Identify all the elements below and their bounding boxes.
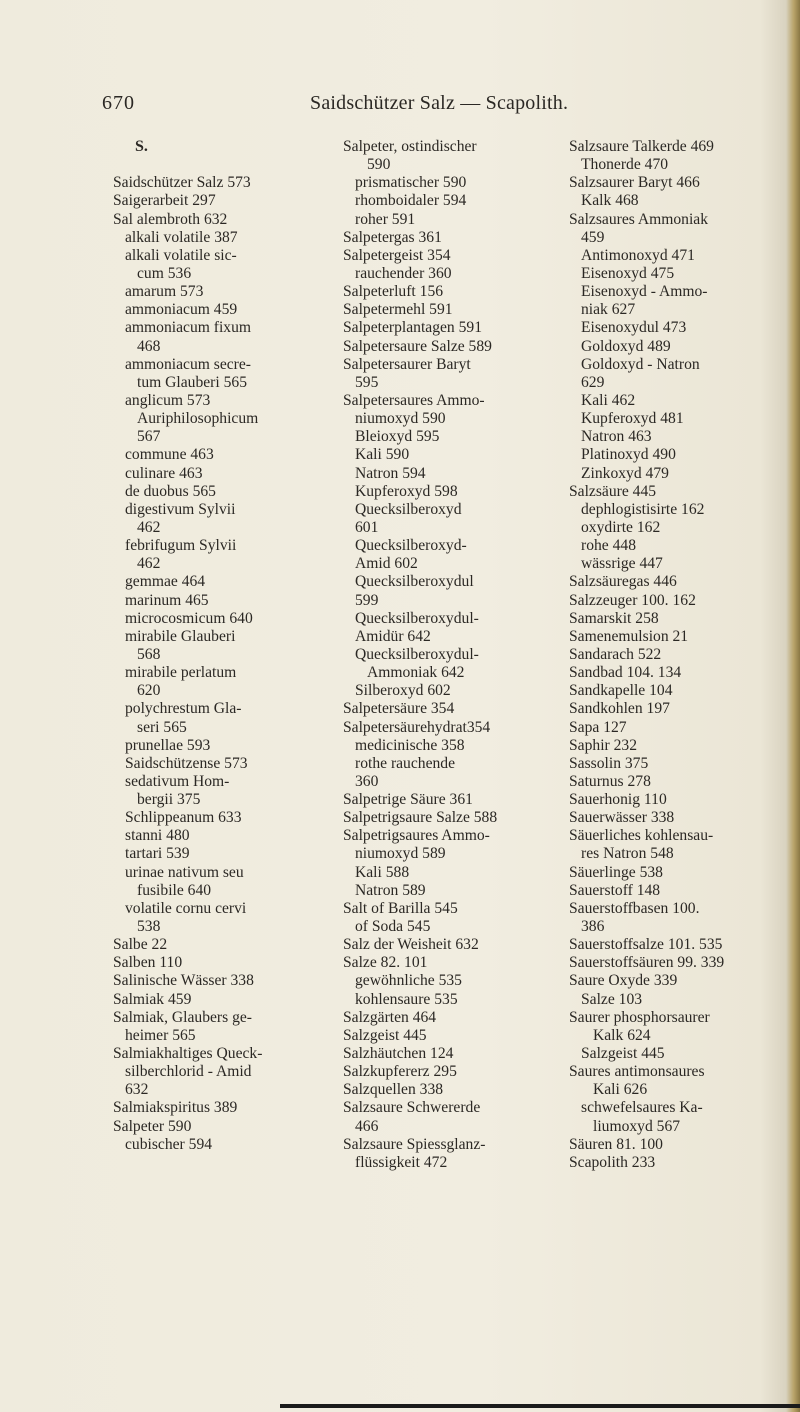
index-entry: Sauerstoff 148 — [569, 881, 661, 899]
index-subentry: Bleioxyd 595 — [355, 428, 440, 446]
index-subentry: 462 — [137, 518, 161, 536]
index-entry: Sassolin 375 — [569, 754, 649, 772]
index-entry: Salpetersaurer Baryt — [343, 355, 471, 373]
index-entry: Salpetrigsaure Salze 588 — [343, 809, 498, 827]
index-subentry: Kupferoxyd 598 — [355, 482, 458, 500]
index-entry: Salpeter, ostindischer — [343, 138, 477, 155]
index-subentry: Kupferoxyd 481 — [581, 410, 684, 428]
index-subentry: alkali volatile sic- — [125, 246, 237, 264]
index-subentry: Thonerde 470 — [581, 156, 669, 174]
index-subentry: 567 — [137, 428, 161, 446]
index-subentry: Quecksilberoxyd — [355, 500, 462, 518]
index-subentry: Quecksilberoxydul- — [355, 609, 479, 627]
index-entry: Salpetermehl 591 — [343, 301, 453, 319]
page-edge-shadow — [786, 0, 800, 1412]
index-subentry: Platinoxyd 490 — [581, 446, 676, 464]
index-subentry: liumoxyd 567 — [593, 1117, 681, 1135]
index-subentry: 590 — [367, 156, 391, 174]
index-subentry: 468 — [137, 337, 161, 355]
index-subentry: 466 — [355, 1117, 379, 1135]
index-entry: Saurer phosphorsaurer — [569, 1008, 710, 1026]
index-entry: Salzsäure 445 — [569, 482, 657, 500]
index-subentry: rothe rauchende — [355, 754, 456, 772]
index-subentry: wässrige 447 — [581, 555, 663, 573]
index-subentry: commune 463 — [125, 446, 214, 464]
index-subentry: 386 — [581, 918, 605, 936]
index-entry: Säuerlinge 538 — [569, 863, 663, 881]
index-subentry: niumoxyd 589 — [355, 845, 446, 863]
index-entry: Sandkapelle 104 — [569, 682, 673, 700]
index-entry: Salzsaure Schwererde — [343, 1099, 481, 1117]
index-entry: Salzsaurer Baryt 466 — [569, 174, 700, 192]
index-subentry: sedativum Hom- — [125, 772, 230, 790]
index-subentry: mirabile Glauberi — [125, 627, 236, 645]
index-subentry: amarum 573 — [125, 283, 204, 301]
index-entry: Sauerwässer 338 — [569, 809, 675, 827]
index-entry: Salpeterplantagen 591 — [343, 319, 482, 337]
index-subentry: schwefelsaures Ka- — [581, 1099, 703, 1117]
index-entry: Sauerstoffbasen 100. — [569, 899, 700, 917]
index-entry: Salzquellen 338 — [343, 1081, 444, 1099]
index-subentry: Amid 602 — [355, 555, 418, 573]
index-entry: Sal alembroth 632 — [113, 210, 228, 228]
index-entry: Saures antimonsaures — [569, 1063, 705, 1081]
index-subentry: bergii 375 — [137, 791, 201, 809]
index-entry: Salpeterluft 156 — [343, 283, 444, 301]
index-entry: Sandbad 104. 134 — [569, 664, 682, 682]
index-subentry: Kali 588 — [355, 863, 410, 881]
index-subentry: marinum 465 — [125, 591, 209, 609]
index-subentry: Goldoxyd 489 — [581, 337, 671, 355]
index-entry: Salbe 22 — [113, 936, 168, 954]
index-subentry: 601 — [355, 518, 379, 536]
index-subentry: dephlogistisirte 162 — [581, 500, 705, 518]
index-subentry: Quecksilberoxydul- — [355, 645, 479, 663]
index-entry: Saphir 232 — [569, 736, 638, 754]
index-entry: Salpeter 590 — [113, 1117, 192, 1135]
index-subentry: oxydirte 162 — [581, 518, 661, 536]
index-subentry: volatile cornu cervi — [125, 899, 247, 917]
index-subentry: Amidür 642 — [355, 627, 431, 645]
index-subentry: tum Glauberi 565 — [137, 373, 248, 391]
index-subentry: rhomboidaler 594 — [355, 192, 467, 210]
index-subentry: ammoniacum 459 — [125, 301, 238, 319]
index-subentry: 620 — [137, 682, 161, 700]
index-subentry: res Natron 548 — [581, 845, 674, 863]
index-subentry: silberchlorid - Amid — [125, 1063, 252, 1081]
index-entry: Samenemulsion 21 — [569, 627, 689, 645]
index-subentry: 360 — [355, 772, 379, 790]
running-title: Saidschützer Salz — Scapolith. — [310, 92, 569, 114]
bottom-rule — [280, 1404, 800, 1408]
index-subentry: Quecksilberoxyd- — [355, 537, 467, 555]
index-subentry: rohe 448 — [581, 537, 636, 555]
index-subentry: urinae nativum seu — [125, 863, 244, 881]
index-subentry: ammoniacum secre- — [125, 355, 251, 373]
index-subentry: alkali volatile 387 — [125, 228, 238, 246]
index-entry: Salzsaure Talkerde 469 — [569, 138, 714, 155]
index-subentry: niak 627 — [581, 301, 636, 319]
index-subentry: niumoxyd 590 — [355, 410, 446, 428]
index-entry: Salpetersaures Ammo- — [343, 391, 485, 409]
index-subentry: Kalk 624 — [593, 1026, 651, 1044]
index-entry: Säuerliches kohlensau- — [569, 827, 714, 845]
index-subentry: of Soda 545 — [355, 918, 431, 936]
index-subentry: 632 — [125, 1081, 149, 1099]
index-subentry: Eisenoxyd 475 — [581, 264, 675, 282]
index-entry: Salz der Weisheit 632 — [343, 936, 479, 954]
index-entry: Salmiakhaltiges Queck- — [113, 1045, 263, 1063]
index-subentry: Natron 463 — [581, 428, 652, 446]
index-subentry: cubischer 594 — [125, 1135, 213, 1153]
index-entry: Salzkupfererz 295 — [343, 1063, 457, 1081]
index-subentry: prunellae 593 — [125, 736, 211, 754]
index-entry: Sauerstoffsäuren 99. 339 — [569, 954, 725, 972]
index-subentry: Zinkoxyd 479 — [581, 464, 669, 482]
index-subentry: heimer 565 — [125, 1026, 196, 1044]
index-entry: Salpetrigsaures Ammo- — [343, 827, 490, 845]
index-entry: Scapolith 233 — [569, 1153, 656, 1171]
index-subentry: rauchender 360 — [355, 264, 452, 282]
index-subentry: 568 — [137, 645, 161, 663]
index-subentry: Eisenoxydul 473 — [581, 319, 687, 337]
index-entry: Sauerhonig 110 — [569, 791, 667, 809]
index-subentry: roher 591 — [355, 210, 416, 228]
index-entry: Sandarach 522 — [569, 645, 662, 663]
index-subentry: tartari 539 — [125, 845, 190, 863]
index-entry: Salt of Barilla 545 — [343, 899, 458, 917]
index-subentry: Natron 594 — [355, 464, 426, 482]
page-header — [0, 92, 800, 122]
index-subentry: microcosmicum 640 — [125, 609, 253, 627]
index-subentry: prismatischer 590 — [355, 174, 467, 192]
spacer — [113, 156, 313, 174]
index-subentry: febrifugum Sylvii — [125, 537, 237, 555]
index-entry: Salben 110 — [113, 954, 183, 972]
index-subentry: gewöhnliche 535 — [355, 972, 462, 990]
index-subentry: Natron 589 — [355, 881, 426, 899]
index-subentry: 629 — [581, 373, 605, 391]
index-entry: Salzsaures Ammoniak — [569, 210, 709, 228]
index-subentry: flüssigkeit 472 — [355, 1153, 448, 1171]
index-entry: Salzsaure Spiessglanz- — [343, 1135, 486, 1153]
index-entry: Salpetersaure Salze 589 — [343, 337, 492, 355]
index-subentry: 459 — [581, 228, 605, 246]
index-subentry: Kali 590 — [355, 446, 410, 464]
index-subentry: seri 565 — [137, 718, 187, 736]
section-letter: S. — [135, 138, 148, 155]
index-entry: Sapa 127 — [569, 718, 627, 736]
index-subentry: 538 — [137, 918, 161, 936]
index-subentry: cum 536 — [137, 264, 192, 282]
index-subentry: kohlensaure 535 — [355, 990, 458, 1008]
index-subentry: anglicum 573 — [125, 391, 211, 409]
index-subentry: gemmae 464 — [125, 573, 206, 591]
index-subentry: de duobus 565 — [125, 482, 216, 500]
index-subentry: fusibile 640 — [137, 881, 212, 899]
page-number: 670 — [102, 92, 135, 114]
index-subentry: 595 — [355, 373, 379, 391]
index-subentry: Salzgeist 445 — [581, 1045, 665, 1063]
index-subentry: culinare 463 — [125, 464, 203, 482]
index-entry: Sandkohlen 197 — [569, 700, 670, 718]
index-entry: Salpetergas 361 — [343, 228, 442, 246]
index-subentry: 599 — [355, 591, 379, 609]
index-entry: Saure Oxyde 339 — [569, 972, 678, 990]
index-subentry: ammoniacum fixum — [125, 319, 252, 337]
index-entry: Salzgeist 445 — [343, 1026, 427, 1044]
index-subentry: Kali 626 — [593, 1081, 648, 1099]
index-subentry: digestivum Sylvii — [125, 500, 236, 518]
index-entry: Salmiak 459 — [113, 990, 192, 1008]
index-subentry: Quecksilberoxydul — [355, 573, 474, 591]
index-column-1 — [113, 138, 313, 1154]
index-entry: Säuren 81. 100 — [569, 1135, 663, 1153]
index-subentry: 462 — [137, 555, 161, 573]
index-subentry: Kali 462 — [581, 391, 636, 409]
index-subentry: mirabile perlatum — [125, 664, 237, 682]
index-entry: Salzgärten 464 — [343, 1008, 437, 1026]
index-entry: Salmiak, Glaubers ge- — [113, 1008, 253, 1026]
index-subentry: Auriphilosophicum — [137, 410, 259, 428]
index-entry: Salmiakspiritus 389 — [113, 1099, 238, 1117]
index-subentry: Salze 103 — [581, 990, 643, 1008]
index-subentry: polychrestum Gla- — [125, 700, 242, 718]
index-entry: Saigerarbeit 297 — [113, 192, 216, 210]
index-subentry: Schlippeanum 633 — [125, 809, 242, 827]
index-subentry: Eisenoxyd - Ammo- — [581, 283, 708, 301]
index-subentry: Silberoxyd 602 — [355, 682, 451, 700]
index-entry: Samarskit 258 — [569, 609, 659, 627]
index-subentry: Ammoniak 642 — [367, 664, 465, 682]
index-entry: Salinische Wässer 338 — [113, 972, 254, 990]
index-subentry: medicinische 358 — [355, 736, 465, 754]
index-entry: Salpetergeist 354 — [343, 246, 451, 264]
index-entry: Salzsäuregas 446 — [569, 573, 677, 591]
index-entry: Salpetrige Säure 361 — [343, 791, 473, 809]
index-column-3 — [569, 138, 779, 1172]
index-entry: Salpetersäure 354 — [343, 700, 455, 718]
index-subentry: Antimonoxyd 471 — [581, 246, 695, 264]
index-entry: Sauerstoffsalze 101. 535 — [569, 936, 723, 954]
index-entry: Salzhäutchen 124 — [343, 1045, 454, 1063]
index-subentry: Kalk 468 — [581, 192, 639, 210]
index-column-2 — [343, 138, 548, 1172]
index-subentry: Goldoxyd - Natron — [581, 355, 700, 373]
index-entry: Saidschützer Salz 573 — [113, 174, 251, 192]
index-entry: Salpetersäurehydrat354 — [343, 718, 491, 736]
index-entry: Salzzeuger 100. 162 — [569, 591, 696, 609]
index-entry: Salze 82. 101 — [343, 954, 428, 972]
index-subentry: stanni 480 — [125, 827, 190, 845]
index-entry: Saturnus 278 — [569, 772, 651, 790]
index-subentry: Saidschützense 573 — [125, 754, 248, 772]
